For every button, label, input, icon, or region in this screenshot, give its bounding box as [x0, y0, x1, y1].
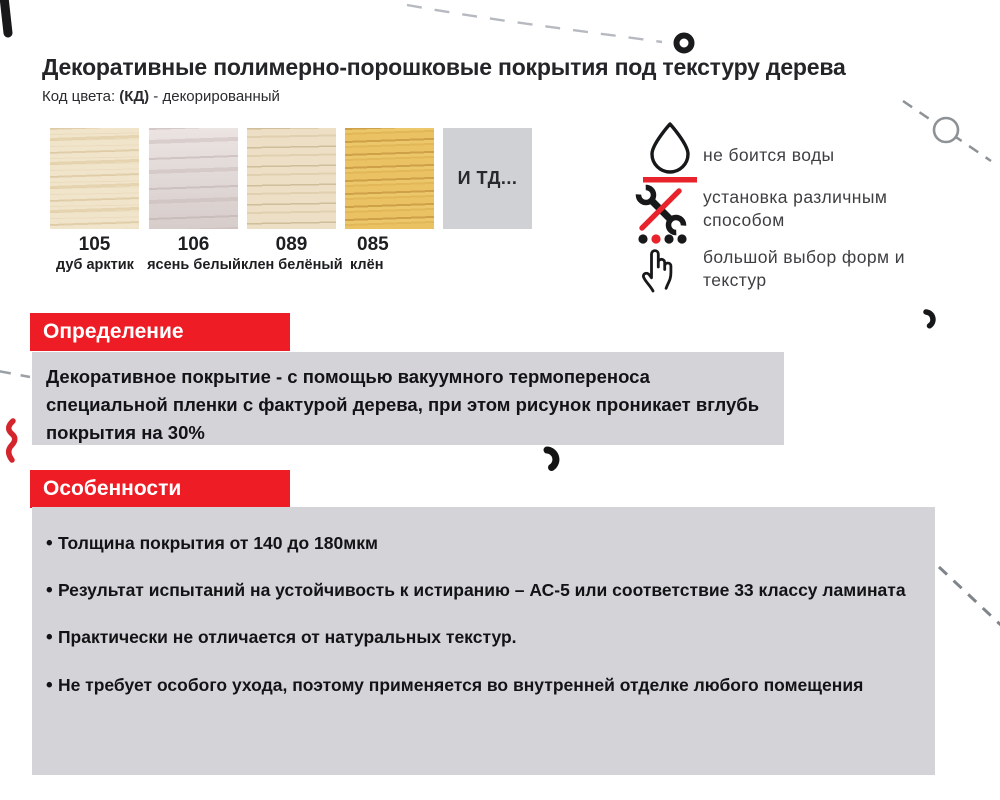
- subtitle-code: (КД): [119, 88, 150, 105]
- wood-swatch-106: [149, 128, 238, 229]
- subtitle-prefix: Код цвета:: [42, 88, 120, 105]
- features-header: Особенности: [30, 470, 290, 508]
- feature-label-choice: большой выбор форм и текстур: [703, 247, 905, 290]
- subtitle-suffix: - декорированный: [149, 88, 280, 105]
- swatch-name: дуб арктик: [56, 257, 134, 273]
- decorative-dashed-line-bottom-right: [939, 567, 1000, 628]
- decorative-comma-small: [926, 312, 933, 326]
- swatch-name: клён: [350, 257, 384, 273]
- swatch-name: клен белёный: [241, 257, 343, 273]
- decorative-donut-dot: [677, 36, 692, 51]
- feature-bullet-item: • Толщина покрытия от 140 до 180мкм: [46, 527, 919, 561]
- wood-swatch-105: [50, 128, 139, 229]
- page-title: Декоративные полимерно-порошковые покрытия под текстуру дерева: [42, 54, 846, 80]
- feature-bullet-item: • Не требует особого ухода, поэтому применяется во внутренней отделке любого помещения: [46, 669, 919, 703]
- water-drop-icon: [642, 120, 698, 189]
- definition-header: Определение: [30, 313, 290, 351]
- feature-bullet-item: • Результат испытаний на устойчивость к истиранию – АС-5 или соответствие 33 классу ламината: [46, 574, 919, 608]
- wood-swatch-089: [247, 128, 336, 229]
- feature-label-install: установка различным способом: [703, 187, 888, 230]
- etc-more-colors-box: [443, 128, 532, 229]
- swatch-code: 105: [78, 234, 111, 255]
- decorative-red-squiggle: [9, 421, 15, 460]
- wood-swatch-085: [345, 128, 434, 229]
- features-list-block: [32, 507, 935, 775]
- feature-label-water: не боится воды: [703, 145, 835, 165]
- swatch-code: 106: [177, 234, 210, 255]
- decorative-comma-large: [547, 450, 556, 468]
- decorative-ring: [934, 118, 958, 142]
- decorative-dashed-line-left: [0, 371, 30, 377]
- hand-choice-icon: [637, 233, 689, 300]
- feature-bullet-item: • Практически не отличается от натуральных текстур.: [46, 621, 919, 655]
- decorative-dashed-line-right: [903, 101, 991, 161]
- swatch-code: 089: [275, 234, 308, 255]
- etc-label: И ТД...: [457, 168, 518, 188]
- swatch-code: 085: [357, 234, 389, 255]
- decorative-dashed-curve-top: [407, 5, 662, 42]
- swatch-name: ясень белый: [147, 257, 241, 273]
- decorative-black-bar: [4, 0, 8, 33]
- color-code-subtitle: [42, 88, 280, 105]
- definition-text-block: Декоративное покрытие - с помощью вакуумного термопереноса специальной пленки с фактурой дерева, при этом рисунок проникает вглубь покрытия на 30%: [32, 352, 784, 445]
